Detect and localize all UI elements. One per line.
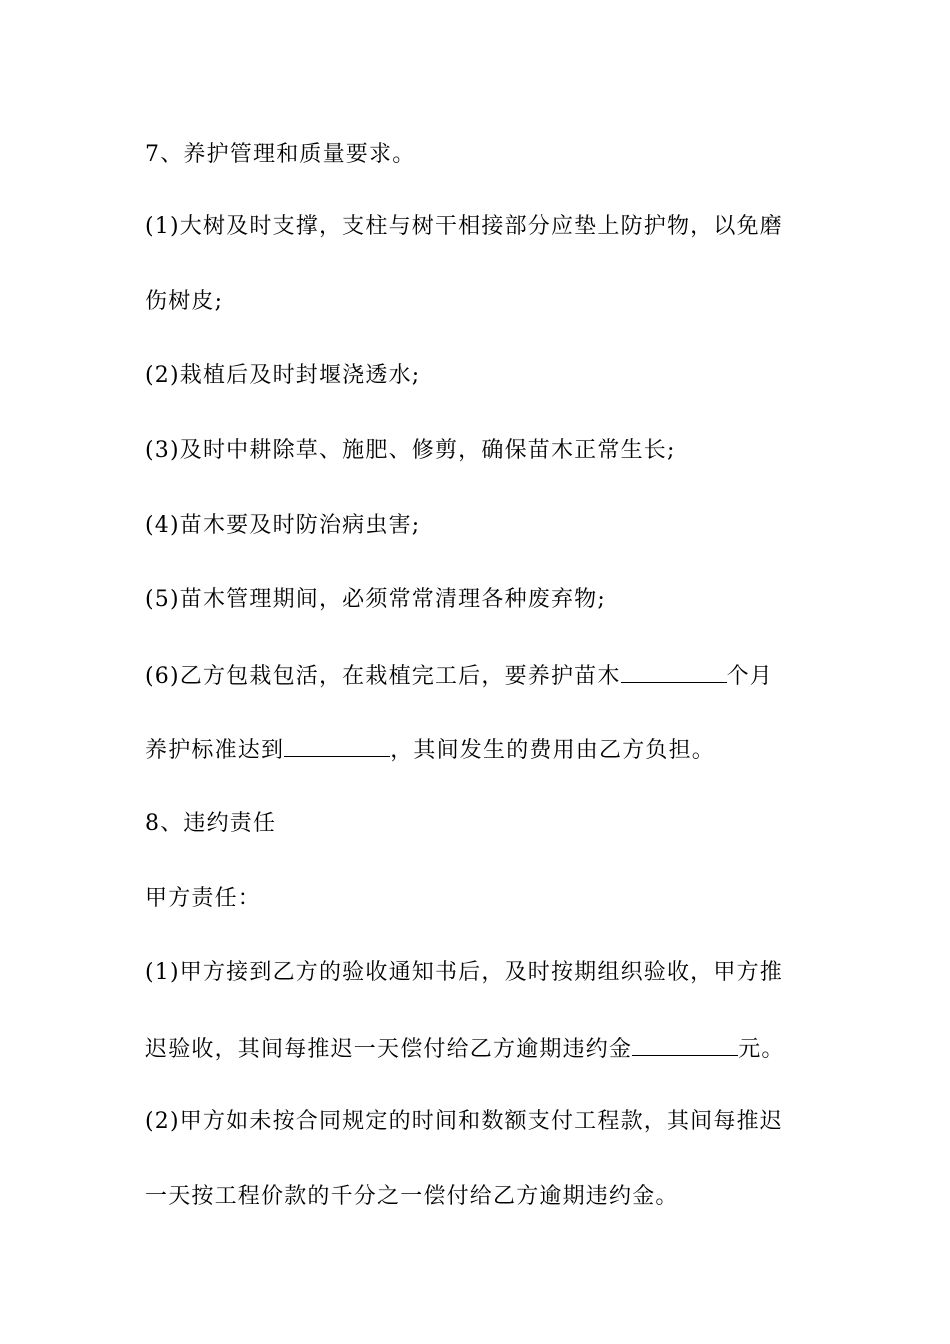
section-heading-maintenance: 7、养护管理和质量要求。 bbox=[145, 142, 416, 167]
paragraph-line: (2)栽植后及时封堰浇透水; bbox=[145, 363, 421, 388]
paragraph-line: 伤树皮; bbox=[145, 289, 224, 314]
paragraph-line: (3)及时中耕除草、施肥、修剪，确保苗木正常生长; bbox=[145, 438, 676, 463]
line-text-before-blank: (6)乙方包栽包活，在栽植完工后，要养护苗木 bbox=[145, 664, 621, 689]
paragraph-line bbox=[145, 734, 715, 766]
paragraph-line: 一天按工程价款的千分之一偿付给乙方逾期违约金。 bbox=[145, 1184, 679, 1209]
paragraph-line: (1)大树及时支撑，支柱与树干相接部分应垫上防护物，以免磨 bbox=[145, 214, 783, 239]
line-text-after-blank: 元。 bbox=[738, 1037, 785, 1062]
fill-in-blank bbox=[284, 734, 390, 757]
paragraph-line bbox=[145, 660, 773, 692]
fill-in-blank bbox=[621, 660, 727, 683]
line-text-before-blank: 养护标准达到 bbox=[145, 738, 285, 763]
line-text-after-blank: 个月 bbox=[726, 664, 773, 689]
fill-in-blank bbox=[632, 1033, 738, 1056]
paragraph-line: (2)甲方如未按合同规定的时间和数额支付工程款，其间每推迟 bbox=[145, 1109, 783, 1134]
paragraph-line: (5)苗木管理期间，必须常常清理各种废弃物; bbox=[145, 587, 606, 612]
paragraph-line bbox=[145, 1033, 785, 1065]
paragraph-line: (4)苗木要及时防治病虫害; bbox=[145, 513, 421, 538]
line-text-after-blank: ，其间发生的费用由乙方负担。 bbox=[390, 738, 716, 763]
sub-heading-party-a: 甲方责任： bbox=[145, 886, 262, 911]
section-heading-liability: 8、违约责任 bbox=[145, 811, 277, 836]
paragraph-line: (1)甲方接到乙方的验收通知书后，及时按期组织验收，甲方推 bbox=[145, 960, 783, 985]
line-text-before-blank: 迟验收，其间每推迟一天偿付给乙方逾期违约金 bbox=[145, 1037, 633, 1062]
